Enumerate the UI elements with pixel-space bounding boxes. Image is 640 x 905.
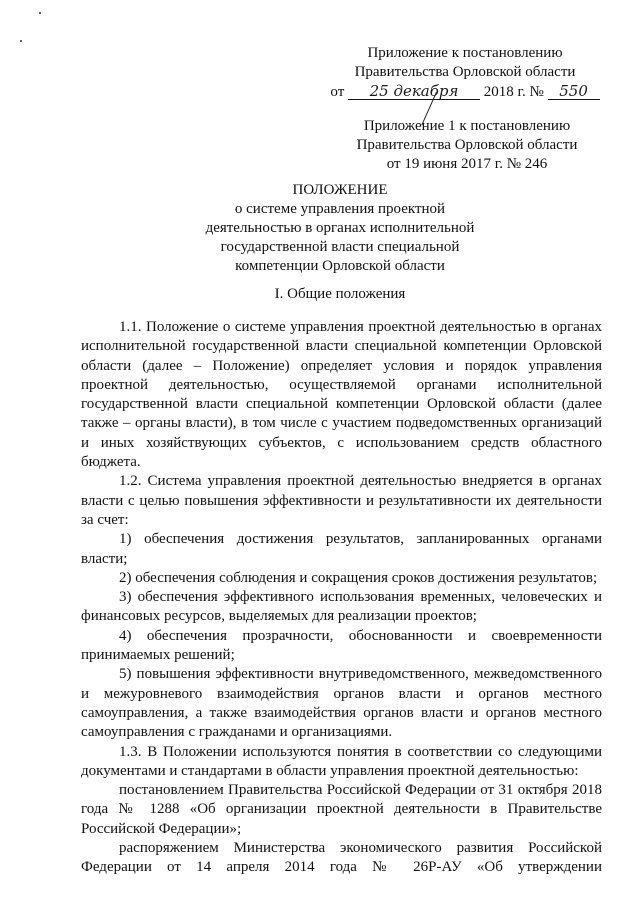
- document-title: [140, 181, 540, 276]
- paragraph: распоряжением Министерства экономического развития Российской Федерации от 14 апреля 2014 года № 26Р-АУ «Об утверждении: [81, 840, 602, 876]
- date-year: 2018 г. №: [483, 84, 544, 100]
- title-line-3: деятельностью в органах исполнительной: [205, 220, 475, 236]
- prior-line-1: Приложение 1 к постановлению: [363, 118, 571, 134]
- section-heading: I. Общие положения: [274, 286, 406, 302]
- title-line-5: компетенции Орловской области: [235, 258, 445, 274]
- scan-dot: [39, 12, 41, 14]
- scan-dot: [20, 40, 22, 42]
- paragraph: 4) обеспечения прозрачности, обоснованности и своевременности принимаемых решений;: [81, 627, 602, 664]
- attachment-line-2: Правительства Орловской области: [354, 64, 576, 80]
- paragraph: 1) обеспечения достижения результатов, запланированных органами власти;: [81, 531, 602, 567]
- paragraph: 1.1. Положение о системе управления проектной деятельностью в органах исполнительной государственной власти специальной компетенции Орловской области (далее – Положение) определяет условия и порядок управления проектной деятельностью, осуществляемой органами исполнительной государственной власти специальной компетенции Орловской области (далее также – органы власти), в том числе с участием подведомственных организаций и иных хозяйствующих субъектов, с использованием средств областного бюджета.: [81, 319, 602, 471]
- handwritten-number: 550: [548, 83, 600, 100]
- attachment-line-1: Приложение к постановлению: [367, 45, 563, 61]
- paragraph: 2) обеспечения соблюдения и сокращения сроков достижения результатов;: [119, 569, 598, 586]
- handwritten-date: 25 декабря: [348, 83, 480, 100]
- attachment-header: [330, 44, 600, 102]
- title-line-4: государственной власти специальной: [220, 239, 460, 255]
- paragraph: 1.2. Система управления проектной деятельностью внедряется в органах власти с целью повышения эффективности и результативности их деятельности за счет:: [81, 473, 602, 528]
- date-prefix: от: [330, 84, 345, 100]
- prior-attachment-header: [332, 117, 602, 174]
- prior-line-3: от 19 июня 2017 г. № 246: [386, 156, 548, 172]
- paragraph: 5) повышения эффективности внутриведомственного, межведомственного и межуровневого взаимодействия органов власти и органов местного самоуправления, а также взаимодействия органов власти и органов местного самоуправления с гражданами и организациями.: [81, 666, 602, 741]
- document-body: [81, 318, 602, 878]
- title-line-2: о системе управления проектной: [234, 201, 446, 217]
- attachment-date-line: [330, 83, 600, 102]
- prior-line-2: Правительства Орловской области: [356, 137, 578, 153]
- title-line-1: ПОЛОЖЕНИЕ: [292, 182, 388, 198]
- paragraph: постановлением Правительства Российской Федерации от 31 октября 2018 года № 1288 «Об организации проектной деятельности в Правительстве Российской Федерации»;: [81, 782, 602, 837]
- paragraph: 3) обеспечения эффективного использования временных, человеческих и финансовых ресурсов, выделяемых для реализации проектов;: [81, 589, 602, 625]
- paragraph: 1.3. В Положении используются понятия в соответствии со следующими документами и стандартами в области управления проектной деятельностью:: [81, 743, 602, 779]
